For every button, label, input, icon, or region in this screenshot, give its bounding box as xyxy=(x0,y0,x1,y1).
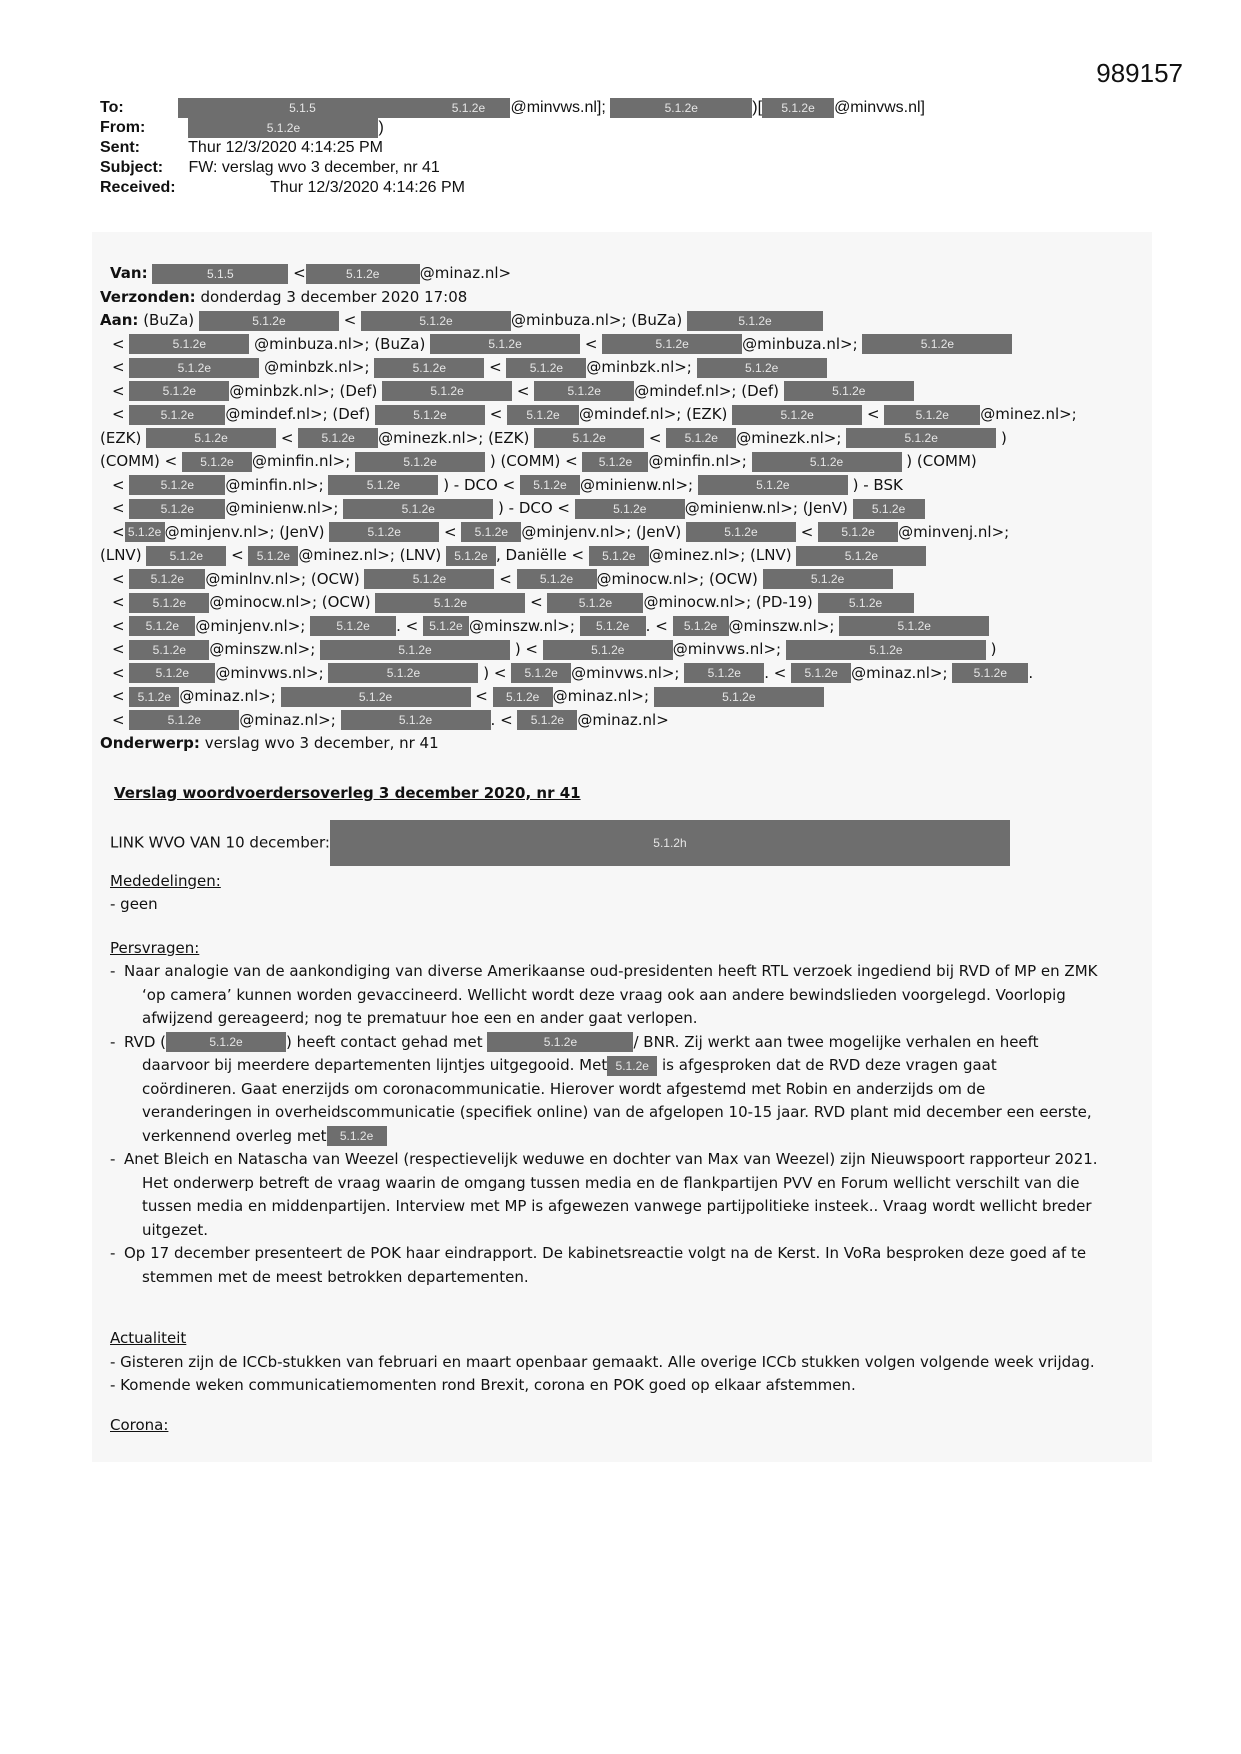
redaction: 5.1.2e xyxy=(374,358,484,378)
redaction: 5.1.2e xyxy=(129,616,195,636)
redaction: 5.1.2e xyxy=(146,546,226,566)
persvraag-item xyxy=(110,960,1140,1031)
actualiteit-item: - Gisteren zijn de ICCb-stukken van februari en maart openbaar gemaakt. Alle overige ICCb stukken volgen volgende week vrijdag. xyxy=(110,1352,1095,1371)
text-line: - Naar analogie van de aankondiging van diverse Amerikaanse oud-presidenten heeft RTL verzoek ingediend bij RVD of MP en ZMK xyxy=(124,962,1098,980)
redaction: 5.1.2e xyxy=(125,522,165,542)
redaction: 5.1.2e xyxy=(575,499,685,519)
redaction: 5.1.2e xyxy=(446,546,496,566)
redaction: 5.1.2e xyxy=(306,264,420,284)
to-separator: )[ xyxy=(752,99,763,117)
recipient-row: < 5.1.2e @minvws.nl>; 5.1.2e ) < 5.1.2e @minvws.nl>; 5.1.2e . < 5.1.2e @minaz.nl>; 5.1.2e . xyxy=(112,663,1034,682)
redaction: 5.1.2e xyxy=(298,428,378,448)
redaction: 5.1.2e xyxy=(328,475,438,495)
van-bracket: < xyxy=(293,264,306,282)
redaction: 5.1.2e xyxy=(697,358,827,378)
text-line: veranderingen in overheidscommunicatie (specifiek online) van de afgelopen 10-15 jaar. RVD plant mid december een eerste, xyxy=(142,1103,1092,1121)
redaction: 5.1.2e xyxy=(341,710,491,730)
redaction: 5.1.2e xyxy=(654,687,824,707)
onderwerp-label: Onderwerp: xyxy=(100,734,200,752)
recipient-row: < 5.1.2e @minbzk.nl>; (Def) 5.1.2e < 5.1.2e @mindef.nl>; (Def) 5.1.2e xyxy=(100,380,1140,404)
van-address: @minaz.nl> xyxy=(419,264,512,282)
redaction: 5.1.2e xyxy=(784,381,914,401)
redaction: 5.1.2e xyxy=(520,475,580,495)
mededelingen-item: - geen xyxy=(110,895,158,913)
redaction: 5.1.2h xyxy=(330,820,1010,866)
redaction: 5.1.2e xyxy=(607,1056,657,1076)
redaction: 5.1.2e xyxy=(687,311,823,331)
email-header xyxy=(100,98,1140,198)
recipient-row: < 5.1.2e @minbuza.nl>; (BuZa) 5.1.2e < 5.1.2e @minbuza.nl>; 5.1.2e xyxy=(100,333,1140,357)
redaction: 5.1.2e xyxy=(129,499,225,519)
redaction: 5.1.2e xyxy=(846,428,996,448)
recipient-row: < 5.1.2e @minaz.nl>; 5.1.2e . < 5.1.2e @minaz.nl> xyxy=(112,710,669,729)
redaction: 5.1.2e xyxy=(461,522,521,542)
from-suffix: ) xyxy=(378,119,384,137)
redaction: 5.1.2e xyxy=(732,405,862,425)
redaction: 5.1.2e xyxy=(327,1126,387,1146)
document-id: 989157 xyxy=(1096,58,1183,88)
recipient-row: < 5.1.2e @mindef.nl>; (Def) 5.1.2e < 5.1.2e @mindef.nl>; (EZK) 5.1.2e < 5.1.2e @minez.nl>; xyxy=(112,405,1077,423)
redaction: 5.1.2e xyxy=(543,640,673,660)
sent-label: Sent: xyxy=(100,139,140,156)
recipient-row: < 5.1.2e @minaz.nl>; 5.1.2e < 5.1.2e @minaz.nl>; 5.1.2e xyxy=(100,685,1140,709)
recipient-row: < 5.1.2e @minienw.nl>; 5.1.2e ) - DCO < 5.1.2e @minienw.nl>; (JenV) 5.1.2e xyxy=(100,497,1140,521)
redaction: 5.1.2e xyxy=(517,710,577,730)
redaction: 5.1.2e xyxy=(534,428,644,448)
redaction: 5.1.2e xyxy=(818,593,914,613)
redaction: 5.1.2e xyxy=(763,569,893,589)
recipient-row: < 5.1.2e @minocw.nl>; (OCW) 5.1.2e < 5.1.2e @minocw.nl>; (PD-19) 5.1.2e xyxy=(100,591,1140,615)
text-span: daarvoor bij meerdere departementen lijntjes uitgegooid. Met xyxy=(142,1056,608,1074)
redaction: 5.1.2e xyxy=(762,98,834,118)
redaction: 5.1.2e xyxy=(328,663,478,683)
report-title: Verslag woordvoerdersoverleg 3 december 2020, nr 41 xyxy=(114,784,581,802)
redaction: 5.1.2e xyxy=(129,663,215,683)
text-span: ) heeft contact gehad met xyxy=(286,1032,483,1051)
redaction: 5.1.2e xyxy=(839,616,989,636)
redaction: 5.1.2e xyxy=(129,593,209,613)
redaction: 5.1.2e xyxy=(355,452,485,472)
text-line: Het onderwerp betreft de vraag waarin de omgang tussen media en de flankpartijen PVV en Forum wellicht verschilt van die xyxy=(142,1173,1080,1192)
redaction: 5.1.2e xyxy=(129,358,259,378)
redaction: 5.1.2e xyxy=(129,475,225,495)
redaction: 5.1.2e xyxy=(686,522,796,542)
received-value: Thur 12/3/2020 4:14:26 PM xyxy=(270,179,465,196)
redaction: 5.1.2e xyxy=(129,640,209,660)
aan-label: Aan: xyxy=(100,311,139,329)
redaction: 5.1.2e xyxy=(517,569,597,589)
received-label: Received: xyxy=(100,179,176,196)
text-line: uitgezet. xyxy=(142,1220,209,1239)
recipient-row: < 5.1.2e @minjenv.nl>; 5.1.2e . < 5.1.2e @minszw.nl>; 5.1.2e . < 5.1.2e @minszw.nl>; 5.1.2e xyxy=(100,615,1140,639)
link-row xyxy=(110,820,1140,866)
corona-heading: Corona: xyxy=(110,1415,169,1434)
redaction: 5.1.2e xyxy=(430,334,580,354)
from-label: From: xyxy=(100,119,146,137)
text-line xyxy=(142,1054,1140,1078)
persvraag-item xyxy=(110,1148,1140,1242)
redaction: 5.1.2e xyxy=(329,522,439,542)
actualiteit-heading: Actualiteit xyxy=(110,1329,187,1347)
subject-value: FW: verslag wvo 3 december, nr 41 xyxy=(188,159,440,176)
recipient-row: (LNV) 5.1.2e < 5.1.2e @minez.nl>; (LNV) 5.1.2e , Daniëlle < 5.1.2e @minez.nl>; (LNV) 5.1.2e xyxy=(100,544,1140,568)
redaction: 5.1.2e xyxy=(166,1032,286,1052)
redaction: 5.1.2e xyxy=(343,499,493,519)
subject-row xyxy=(100,158,1140,178)
onderwerp-row xyxy=(100,732,1140,756)
redaction: 5.1.2e xyxy=(146,428,276,448)
redaction: 5.1.2e xyxy=(129,687,179,707)
redaction: 5.1.2e xyxy=(320,640,510,660)
verzonden-label: Verzonden: xyxy=(100,287,196,306)
redaction: 5.1.2e xyxy=(602,334,742,354)
redaction: 5.1.2e xyxy=(684,663,764,683)
received-row xyxy=(100,178,1140,198)
redaction: 5.1.2e xyxy=(796,546,926,566)
mededelingen-heading: Mededelingen: xyxy=(110,871,221,890)
redaction: 5.1.2e xyxy=(281,687,471,707)
redaction: 5.1.2e xyxy=(364,569,494,589)
redaction: 5.1.2e xyxy=(752,452,902,472)
van-row xyxy=(100,262,1140,286)
text-span: verkennend overleg met xyxy=(142,1126,327,1145)
recipient-row: < 5.1.2e @minfin.nl>; 5.1.2e ) - DCO < 5.1.2e @minienw.nl>; 5.1.2e ) - BSK xyxy=(112,475,903,494)
verzonden-value: donderdag 3 december 2020 17:08 xyxy=(200,287,468,306)
text-line: ‘op camera’ kunnen worden gevaccineerd. Wellicht wordt deze vraag ook aan andere bewindslieden voorgelegd. Voorlopig xyxy=(142,985,1066,1004)
recipient-row: < 5.1.2e @minlnv.nl>; (OCW) 5.1.2e < 5.1.2e @minocw.nl>; (OCW) 5.1.2e xyxy=(100,568,1140,592)
recipient-row: < 5.1.2e @minbzk.nl>; 5.1.2e < 5.1.2e @minbzk.nl>; 5.1.2e xyxy=(100,356,1140,380)
from-row xyxy=(100,118,1140,138)
redaction: 5.1.2e xyxy=(511,663,571,683)
redaction: 5.1.2e xyxy=(487,1032,633,1052)
redaction: 5.1.2e xyxy=(853,499,925,519)
redaction: 5.1.2e xyxy=(375,593,525,613)
redaction: 5.1.2e xyxy=(582,452,648,472)
redaction: 5.1.2e xyxy=(199,311,339,331)
redaction: 5.1.2e xyxy=(884,405,980,425)
text-span: / BNR. Zij werkt aan twee mogelijke verhalen en heeft xyxy=(633,1032,1039,1051)
subject-label: Subject: xyxy=(100,159,164,176)
verzonden-row xyxy=(100,286,1140,310)
redaction: 5.1.2e xyxy=(534,381,634,401)
redaction: 5.1.2e xyxy=(818,522,898,542)
aan-row: Aan: (BuZa) 5.1.2e < 5.1.2e @minbuza.nl>; (BuZa) 5.1.2e xyxy=(100,309,1140,333)
to-row xyxy=(100,98,1140,118)
persvraag-item xyxy=(110,1031,1140,1149)
text-line: stemmen met de meest betrokken departementen. xyxy=(142,1267,529,1286)
redaction: 5.1.2e xyxy=(786,640,986,660)
redaction: 5.1.2e xyxy=(589,546,649,566)
recipient-row: (EZK) 5.1.2e < 5.1.2e @minezk.nl>; (EZK) 5.1.2e < 5.1.2e @minezk.nl>; 5.1.2e ) xyxy=(100,428,1007,447)
redaction: 5.1.2e xyxy=(426,98,510,118)
forwarded-message-header xyxy=(100,262,1140,756)
redaction: 5.1.2e xyxy=(673,616,729,636)
redaction: 5.1.2e xyxy=(248,546,298,566)
text-line: afwijzend gereageerd; nog te prematuur hoe een en ander gaat verlopen. xyxy=(142,1009,698,1027)
redaction: 5.1.2e xyxy=(547,593,643,613)
text-line: - Op 17 december presenteert de POK haar eindrapport. De kabinetsreactie volgt na de Kerst. In VoRa besproken deze goed af te xyxy=(124,1244,1087,1262)
persvraag-item xyxy=(110,1242,1140,1289)
redaction: 5.1.2e xyxy=(791,663,851,683)
redaction: 5.1.2e xyxy=(375,405,485,425)
recipient-row: < 5.1.2e @minjenv.nl>; (JenV) 5.1.2e < 5.1.2e @minjenv.nl>; (JenV) 5.1.2e < 5.1.2e @minvenj.nl>; xyxy=(112,522,1010,541)
redaction: 5.1.2e xyxy=(361,311,511,331)
text-span: is afgesproken dat de RVD deze vragen gaat xyxy=(662,1056,997,1074)
redaction: 5.1.2e xyxy=(580,616,646,636)
redaction: 5.1.2e xyxy=(698,475,848,495)
redaction: 5.1.2e xyxy=(129,381,229,401)
redaction: 5.1.2e xyxy=(188,118,378,138)
onderwerp-value: verslag wvo 3 december, nr 41 xyxy=(204,734,439,752)
redaction: 5.1.2e xyxy=(493,687,553,707)
redaction: 5.1.2e xyxy=(129,569,205,589)
redaction: 5.1.2e xyxy=(666,428,736,448)
text-line xyxy=(142,1125,1140,1149)
redaction: 5.1.5 xyxy=(152,264,288,284)
redaction: 5.1.2e xyxy=(952,663,1028,683)
redaction: 5.1.2e xyxy=(382,381,512,401)
redaction: 5.1.2e xyxy=(610,98,752,118)
redaction: 5.1.2e xyxy=(129,710,239,730)
text-span: RVD ( xyxy=(124,1032,167,1051)
redaction: 5.1.2e xyxy=(423,616,469,636)
redaction: 5.1.2e xyxy=(129,334,249,354)
actualiteit-item: - Komende weken communicatiemomenten rond Brexit, corona en POK goed op elkaar afstemmen. xyxy=(110,1376,856,1394)
text-line xyxy=(124,1031,1140,1055)
redaction: 5.1.2e xyxy=(129,405,225,425)
van-label: Van: xyxy=(110,264,148,282)
sent-value: Thur 12/3/2020 4:14:25 PM xyxy=(188,139,383,156)
text-line: coördineren. Gaat enerzijds om coronacommunicatie. Hierover wordt afgestemd met Robin en anderzijds om de xyxy=(142,1079,986,1098)
text-line: tussen media en middenpartijen. Interview met MP is afgewezen vanwege partijpolitieke insteek.. Vraag wordt wellicht breder xyxy=(142,1197,1092,1215)
to-address: @minvws.nl]; xyxy=(510,99,606,117)
text-line: - Anet Bleich en Natascha van Weezel (respectievelijk weduwe en dochter van Max van Weezel) zijn Nieuwspoort rapporteur 2021. xyxy=(124,1150,1098,1168)
redaction: 5.1.2e xyxy=(506,358,586,378)
to-label: To: xyxy=(100,99,124,117)
recipient-row: < 5.1.2e @minszw.nl>; 5.1.2e ) < 5.1.2e @minvws.nl>; 5.1.2e ) xyxy=(112,640,997,658)
persvragen-heading: Persvragen: xyxy=(110,938,200,957)
to-address: @minvws.nl] xyxy=(834,99,925,117)
redaction: 5.1.5 xyxy=(178,98,426,118)
redaction: 5.1.2e xyxy=(862,334,1012,354)
redaction: 5.1.2e xyxy=(507,405,579,425)
report-body xyxy=(110,782,1140,1437)
link-label: LINK WVO VAN 10 december: xyxy=(110,833,330,851)
recipient-row: (COMM) < 5.1.2e @minfin.nl>; 5.1.2e ) (COMM) < 5.1.2e @minfin.nl>; 5.1.2e ) (COMM) xyxy=(100,452,977,470)
redaction: 5.1.2e xyxy=(182,452,252,472)
redaction: 5.1.2e xyxy=(310,616,396,636)
sent-row xyxy=(100,138,1140,158)
